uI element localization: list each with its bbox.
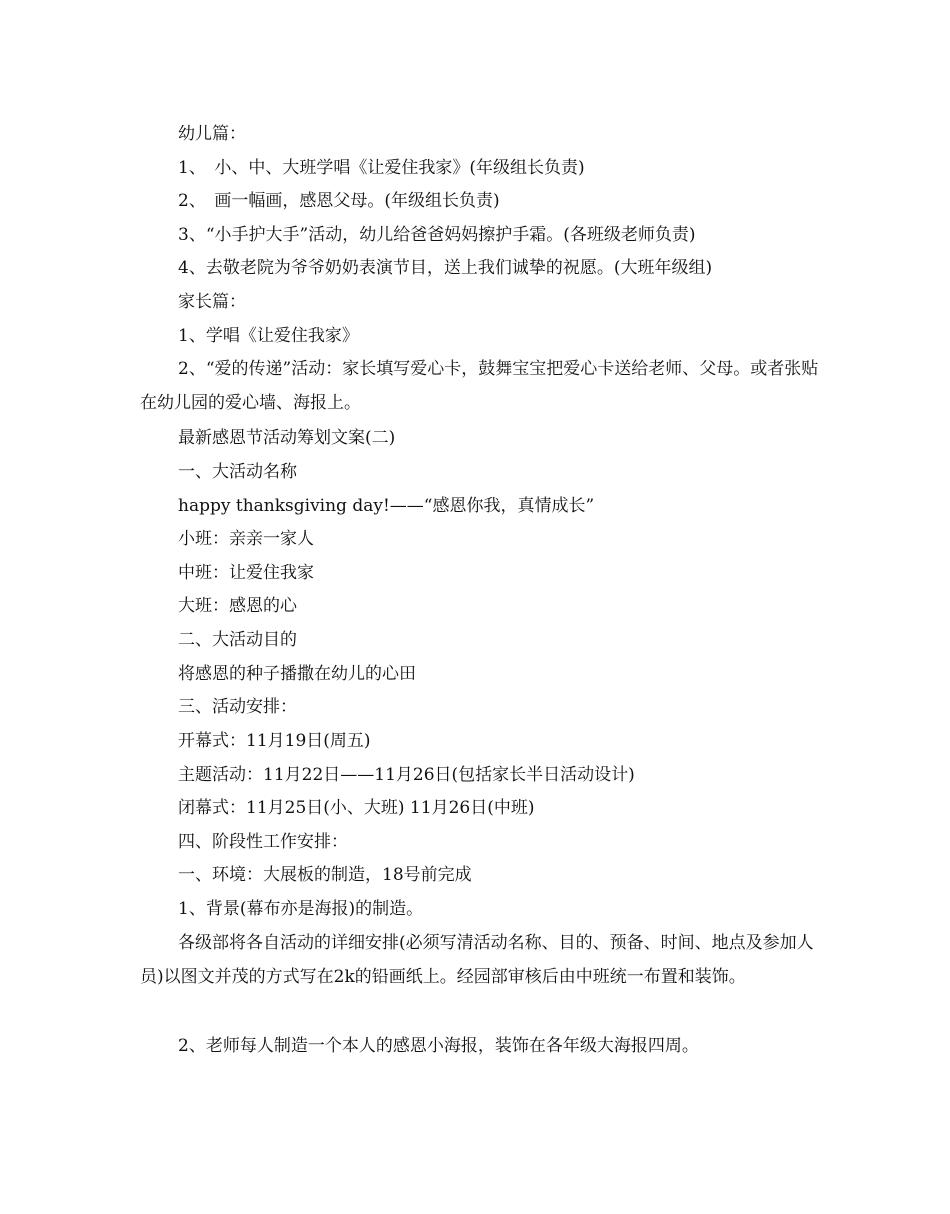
- paragraph: 各级部将各自活动的详细安排(必须写清活动名称、目的、预备、时间、地点及参加人员)以图文并茂的方式写在2k的铅画纸上。经园部审核后由中班统一布置和装饰。: [140, 933, 814, 987]
- list-item: 3、“小手护大手”活动，幼儿给爸爸妈妈擦护手霜。(各班级老师负责): [178, 225, 696, 245]
- section-heading: 四、阶段性工作安排：: [178, 832, 348, 852]
- list-item: 开幕式：11月19日(周五): [178, 731, 371, 751]
- section-heading-parents: 家长篇：: [178, 292, 246, 312]
- paragraph: 一、环境：大展板的制造，18号前完成: [178, 865, 472, 885]
- list-item: 闭幕式：11月25日(小、大班) 11月26日(中班): [178, 798, 535, 818]
- paragraph: 2、“爱的传递”活动：家长填写爱心卡，鼓舞宝宝把爱心卡送给老师、父母。或者张贴在幼儿园的爱心墙、海报上。: [140, 359, 819, 413]
- list-item: 1、学唱《让爱住我家》: [178, 326, 359, 346]
- paragraph: 2、老师每人制造一个本人的感恩小海报，装饰在各年级大海报四周。: [178, 1036, 699, 1056]
- section-heading-children: 幼儿篇：: [178, 124, 246, 144]
- list-item: 2、 画一幅画，感恩父母。(年级组长负责): [178, 191, 500, 211]
- section-heading: 二、大活动目的: [178, 630, 297, 650]
- paragraph: 将感恩的种子播撒在幼儿的心田: [178, 664, 416, 684]
- section-heading: 一、大活动名称: [178, 462, 297, 482]
- document-subtitle: 最新感恩节活动筹划文案(二): [178, 428, 396, 448]
- list-item: 1、 小、中、大班学唱《让爱住我家》(年级组长负责): [178, 158, 585, 178]
- list-item: 主题活动：11月22日——11月26日(包括家长半日活动设计): [178, 765, 635, 785]
- list-item: 小班：亲亲一家人: [178, 529, 314, 549]
- section-heading: 三、活动安排：: [178, 697, 297, 717]
- list-item: 中班：让爱住我家: [178, 563, 314, 583]
- list-item: 大班：感恩的心: [178, 596, 297, 616]
- paragraph: 1、背景(幕布亦是海报)的制造。: [178, 899, 424, 919]
- list-item: 4、去敬老院为爷爷奶奶表演节目，送上我们诚挚的祝愿。(大班年级组): [178, 258, 713, 278]
- paragraph: happy thanksgiving day!——“感恩你我，真情成长”: [178, 496, 595, 516]
